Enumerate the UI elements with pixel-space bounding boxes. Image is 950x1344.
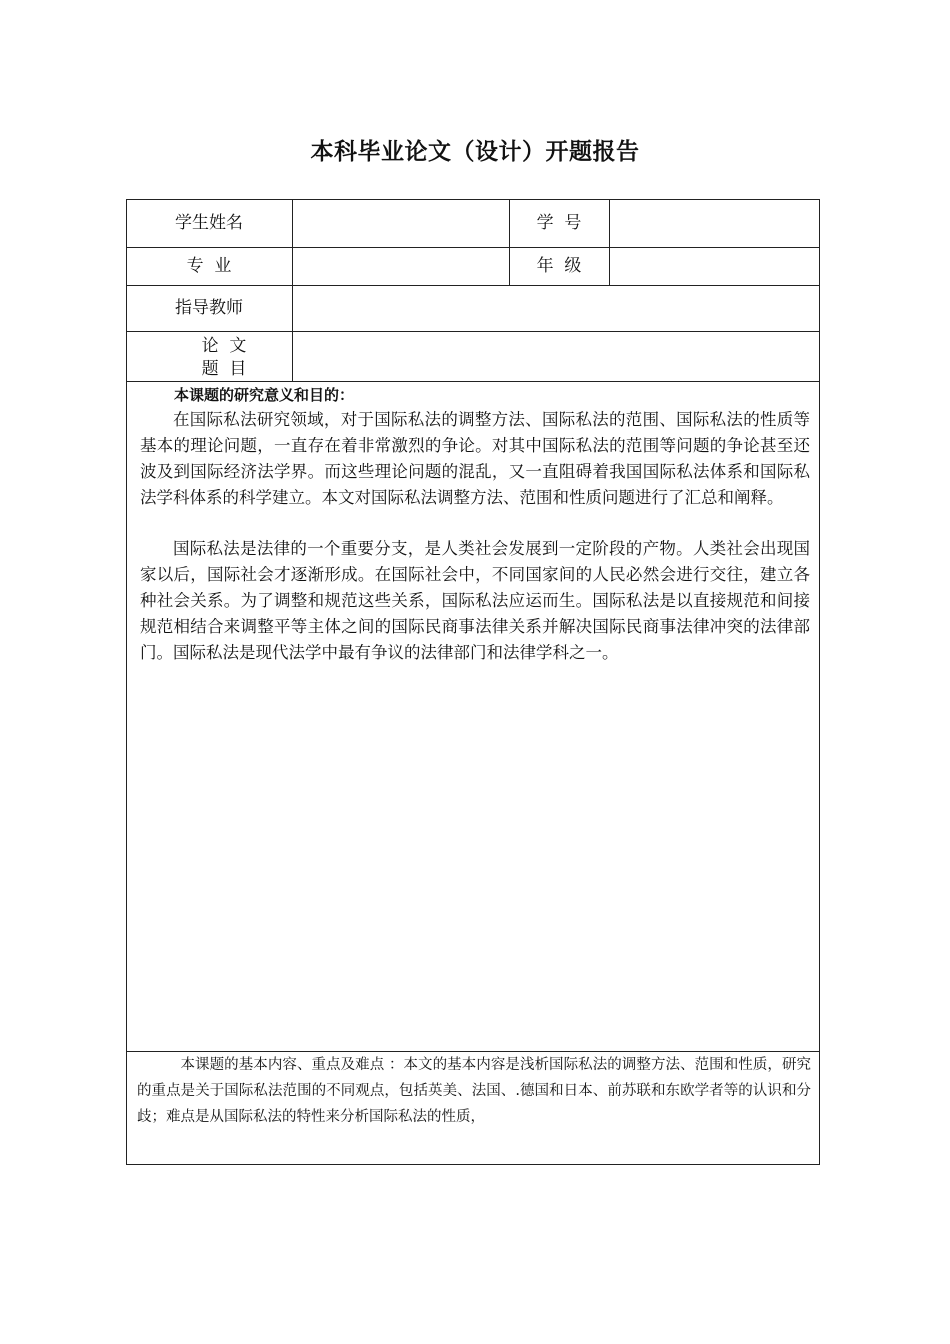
row-divider: [126, 331, 820, 332]
significance-section: [140, 383, 810, 666]
significance-paragraph: 国际私法是法律的一个重要分支，是人类社会发展到一定阶段的产物。人类社会出现国家以后，国际社会才逐渐形成。在国际社会中，不同国家间的人民必然会进行交往，建立各种社会关系。为了调整和规范这些关系，国际私法应运而生。国际私法是以直接规范和间接规范相结合来调整平等主体之间的国际民商事法律关系并解决国际民商事法律冲突的法律部门。国际私法是现代法学中最有争议的法律部门和法律学科之一。: [140, 539, 810, 662]
row-divider: [126, 247, 820, 248]
student-name-label: 学生姓名: [175, 213, 243, 233]
thesis-title-label-line2: 题 目: [201, 359, 247, 379]
page-title: 本科毕业论文（设计）开题报告: [310, 139, 640, 165]
content-section: [137, 1052, 811, 1130]
content-paragraph: 本课题的基本内容、重点及难点 ：本文的基本内容是浅析国际私法的调整方法、范围和性质，研究的重点是关于国际私法范围的不同观点，包括英美、法国、.德国和日本、前苏联和东欧学者等的认识和分歧；难点是从国际私法的特性来分析国际私法的性质，: [137, 1057, 811, 1125]
row-divider: [126, 381, 820, 382]
advisor-label: 指导教师: [175, 298, 243, 318]
student-id-label: 学 号: [536, 213, 582, 233]
major-label: 专 业: [186, 256, 232, 276]
thesis-title-label-line1: 论 文: [201, 336, 247, 356]
row-divider: [126, 285, 820, 286]
significance-heading: 本课题的研究意义和目的：: [174, 386, 355, 404]
significance-paragraph: 在国际私法研究领域，对于国际私法的调整方法、国际私法的范围、国际私法的性质等基本的理论问题，一直存在着非常激烈的争论。对其中国际私法的范围等问题的争论甚至还波及到国际经济法学界。而这些理论问题的混乱，又一直阻碍着我国国际私法体系和国际私法学科体系的科学建立。本文对国际私法调整方法、范围和性质问题进行了汇总和阐释。: [140, 410, 810, 507]
grade-label: 年 级: [536, 256, 582, 276]
column-divider: [609, 199, 610, 286]
